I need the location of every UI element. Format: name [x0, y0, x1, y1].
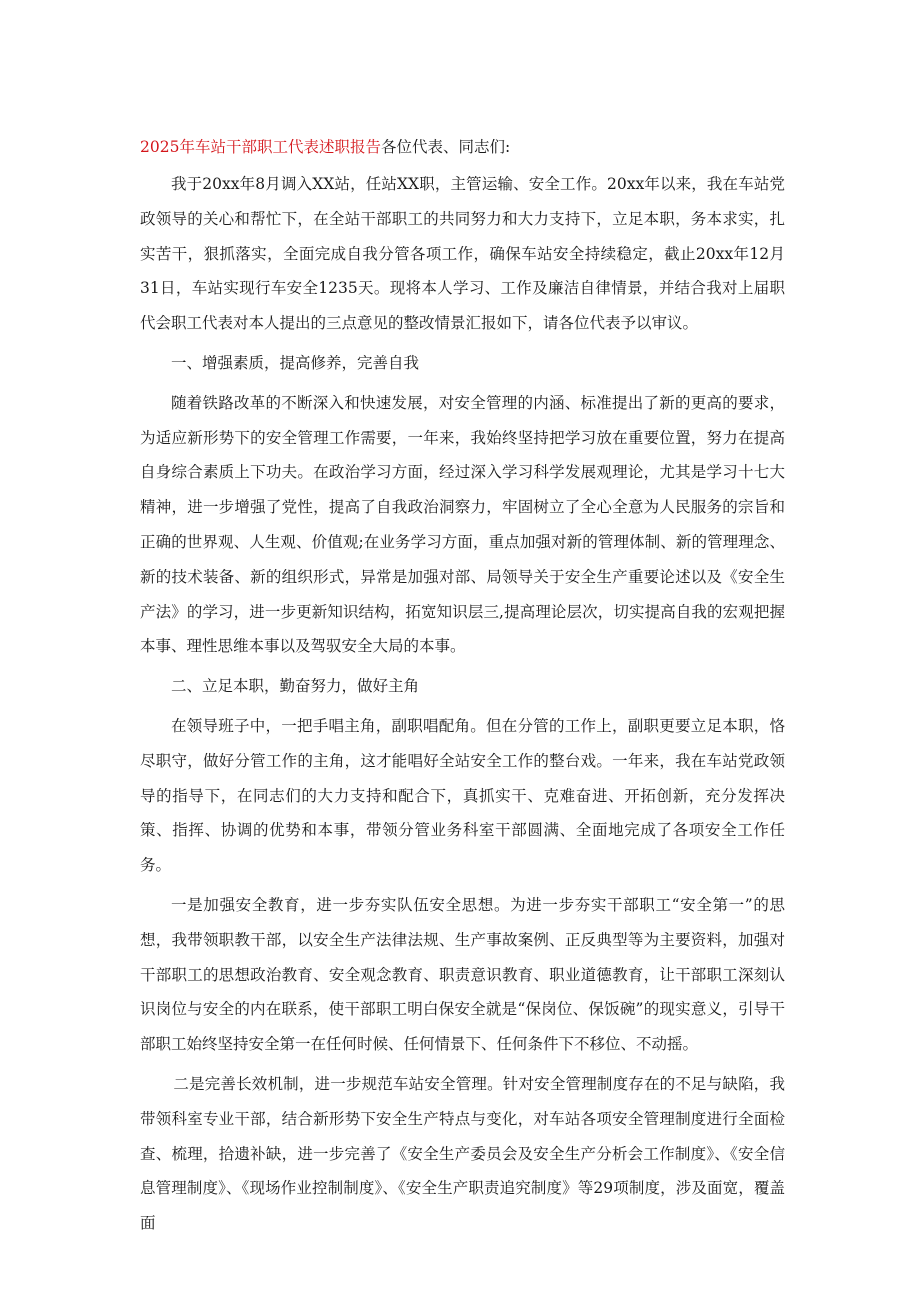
document-title: 2025年车站干部职工代表述职报告: [140, 138, 381, 156]
paragraph-mechanism: 二是完善长效机制，进一步规范车站安全管理。针对安全管理制度存在的不足与缺陷，我带领科室专业干部，结合新形势下安全生产特点与变化，对车站各项安全管理制度进行全面检查、梳理，拾遗补缺，进一步完善了《安全生产委员会及安全生产分析会工作制度》、《安全信息管理制度》、《现场作业控制制度》、《安全生产职责追究制度》等29项制度，涉及面宽，覆盖面: [140, 1074, 785, 1233]
paragraph-study: 随着铁路改革的不断深入和快速发展，对安全管理的内涵、标准提出了新的更高的要求，为适应新形势下的安全管理工作需要，一年来，我始终坚持把学习放在重要位置，努力在提高自身综合素质上下功夫。在政治学习方面，经过深入学习科学发展观理论，尤其是学习十七大精神，进一步增强了党性，提高了自我政治洞察力，牢固树立了全心全意为人民服务的宗旨和正确的世界观、人生观、价值观;在业务学习方面，重点加强对新的管理体制、新的管理理念、新的技术装备、新的组织形式，异常是加强对部、局领导关于安全生产重要论述以及《安全生产法》的学习，进一步更新知识结构，拓宽知识层三,提高理论层次，切实提高自我的宏观把握本事、理性思维本事以及驾驭安全大局的本事。: [140, 393, 785, 656]
salutation: 各位代表、同志们:: [380, 138, 511, 156]
paragraph-role: 在领导班子中，一把手唱主角，副职唱配角。但在分管的工作上，副职更要立足本职，恪尽职守，做好分管工作的主角，这才能唱好全站安全工作的整台戏。一年来，我在车站党政领导的指导下，在同志们的大力支持和配合下，真抓实干、克难奋进、开拓创新，充分发挥决策、指挥、协调的优势和本事，带领分管业务科室干部圆满、全面地完成了各项安全工作任务。: [140, 716, 785, 875]
paragraph-education: 一是加强安全教育，进一步夯实队伍安全思想。为进一步夯实干部职工“安全第一”的思想，我带领职教干部，以安全生产法律法规、生产事故案例、正反典型等为主要资料，加强对干部职工的思想政治教育、安全观念教育、职责意识教育、职业道德教育，让干部职工深刻认识岗位与安全的内在联系，使干部职工明白保安全就是“保岗位、保饭碗”的现实意义，引导干部职工始终坚持安全第一在任何时候、任何情景下、任何条件下不移位、不动摇。: [140, 895, 785, 1054]
section-heading-1: 一、增强素质，提高修养，完善自我: [171, 353, 420, 372]
section-heading-2: 二、立足本职，勤奋努力，做好主角: [171, 677, 420, 696]
document-page: [140, 132, 785, 1246]
paragraph-intro: 我于20xx年8月调入XX站，任站XX职，主管运输、安全工作。20xx年以来，我在车站党政领导的关心和帮忙下，在全站干部职工的共同努力和大力支持下，立足本职，务本求实，扎实苦干，狠抓落实，全面完成自我分管各项工作，确保车站安全持续稳定，截止20xx年12月31日，车站实现行车安全1235天。现将本人学习、工作及廉洁自律情景，并结合我对上届职代会职工代表对本人提出的三点意见的整改情景汇报如下，请各位代表予以审议。: [140, 175, 785, 333]
title-line: [140, 132, 785, 162]
